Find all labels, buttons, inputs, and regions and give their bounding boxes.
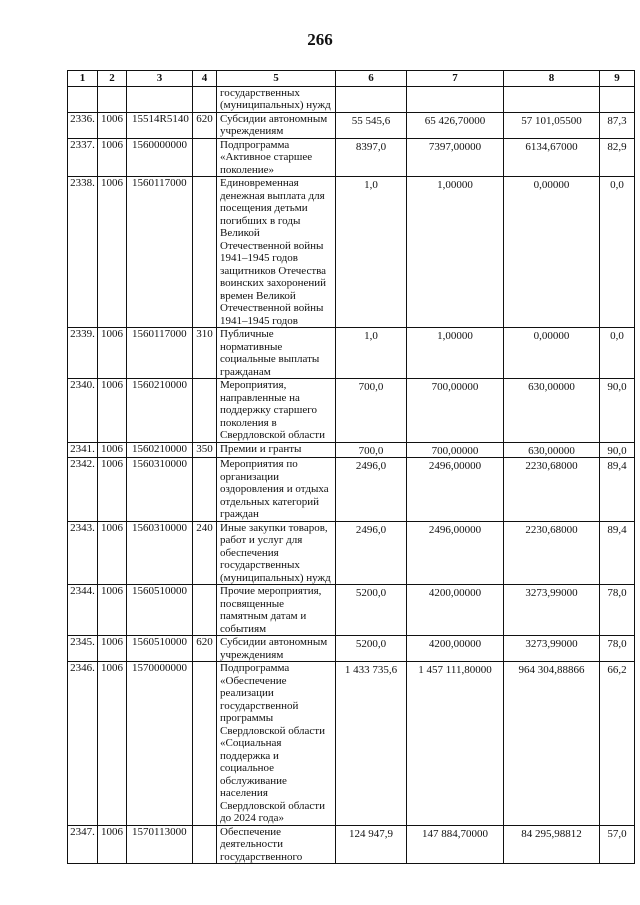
target-article-code: 1560510000	[127, 636, 193, 662]
table-row	[68, 585, 635, 636]
section-code: 1006	[98, 177, 127, 328]
approved-amount: 2496,0	[336, 458, 407, 522]
approved-amount: 2496,0	[336, 521, 407, 585]
execution-percent: 78,0	[600, 636, 635, 662]
table-row	[68, 379, 635, 443]
section-code: 1006	[98, 442, 127, 458]
section-code: 1006	[98, 825, 127, 864]
column-header: 1	[68, 71, 98, 87]
expense-type-code: 350	[193, 442, 217, 458]
header-row	[68, 71, 635, 87]
approved-amount: 700,0	[336, 379, 407, 443]
execution-percent: 66,2	[600, 662, 635, 826]
expense-type-code	[193, 585, 217, 636]
approved-amount: 700,0	[336, 442, 407, 458]
executed-amount: 630,00000	[504, 379, 600, 443]
section-code: 1006	[98, 379, 127, 443]
row-number: 2345.	[68, 636, 98, 662]
amended-amount: 1,00000	[407, 177, 504, 328]
budget-table	[67, 70, 635, 864]
target-article-code: 1560000000	[127, 138, 193, 177]
execution-percent	[600, 86, 635, 112]
amended-amount: 2496,00000	[407, 458, 504, 522]
execution-percent: 89,4	[600, 458, 635, 522]
execution-percent: 0,0	[600, 328, 635, 379]
amended-amount: 700,00000	[407, 442, 504, 458]
amended-amount: 4200,00000	[407, 636, 504, 662]
column-header: 7	[407, 71, 504, 87]
approved-amount: 1,0	[336, 177, 407, 328]
table-row	[68, 138, 635, 177]
executed-amount: 57 101,05500	[504, 112, 600, 138]
approved-amount: 5200,0	[336, 585, 407, 636]
execution-percent: 78,0	[600, 585, 635, 636]
table-row	[68, 328, 635, 379]
execution-percent: 57,0	[600, 825, 635, 864]
expense-type-code	[193, 458, 217, 522]
item-name: Публичные нормативные социальные выплаты гражданам	[217, 328, 336, 379]
item-name: Субсидии автономным учреждениям	[217, 112, 336, 138]
item-name: Иные закупки товаров, работ и услуг для обеспечения государственных (муниципальных) нужд	[217, 521, 336, 585]
target-article-code: 1570113000	[127, 825, 193, 864]
row-number: 2343.	[68, 521, 98, 585]
column-header: 6	[336, 71, 407, 87]
amended-amount: 147 884,70000	[407, 825, 504, 864]
executed-amount: 6134,67000	[504, 138, 600, 177]
column-header: 5	[217, 71, 336, 87]
item-name: Единовременная денежная выплата для посещения детьми погибших в годы Великой Отечественной войны 1941–1945 годов защитников Отечества воинских захоронений времен Великой Отечественной войны 1941–1945 годов	[217, 177, 336, 328]
row-number: 2339.	[68, 328, 98, 379]
row-number: 2337.	[68, 138, 98, 177]
expense-type-code	[193, 86, 217, 112]
executed-amount: 2230,68000	[504, 521, 600, 585]
approved-amount: 55 545,6	[336, 112, 407, 138]
target-article-code: 1570000000	[127, 662, 193, 826]
execution-percent: 87,3	[600, 112, 635, 138]
execution-percent: 0,0	[600, 177, 635, 328]
row-number: 2344.	[68, 585, 98, 636]
expense-type-code	[193, 379, 217, 443]
approved-amount: 124 947,9	[336, 825, 407, 864]
section-code: 1006	[98, 138, 127, 177]
amended-amount: 1 457 111,80000	[407, 662, 504, 826]
column-header: 9	[600, 71, 635, 87]
amended-amount	[407, 86, 504, 112]
row-number: 2336.	[68, 112, 98, 138]
approved-amount: 1 433 735,6	[336, 662, 407, 826]
target-article-code: 1560310000	[127, 458, 193, 522]
executed-amount: 0,00000	[504, 328, 600, 379]
section-code: 1006	[98, 328, 127, 379]
amended-amount: 2496,00000	[407, 521, 504, 585]
expense-type-code	[193, 177, 217, 328]
item-name: Подпрограмма «Обеспечение реализации государственной программы Свердловской области «Социальная поддержка и социальное обслуживание населения Свердловской области до 2024 года»	[217, 662, 336, 826]
executed-amount	[504, 86, 600, 112]
approved-amount: 5200,0	[336, 636, 407, 662]
amended-amount: 7397,00000	[407, 138, 504, 177]
section-code: 1006	[98, 521, 127, 585]
table-row	[68, 825, 635, 864]
executed-amount: 84 295,98812	[504, 825, 600, 864]
column-header: 8	[504, 71, 600, 87]
executed-amount: 0,00000	[504, 177, 600, 328]
item-name: Мероприятия по организации оздоровления и отдыха отдельных категорий граждан	[217, 458, 336, 522]
item-name: Мероприятия, направленные на поддержку старшего поколения в Свердловской области	[217, 379, 336, 443]
expense-type-code	[193, 825, 217, 864]
executed-amount: 3273,99000	[504, 636, 600, 662]
row-number: 2342.	[68, 458, 98, 522]
table-row	[68, 177, 635, 328]
item-name: Обеспечение деятельности государственного	[217, 825, 336, 864]
executed-amount: 2230,68000	[504, 458, 600, 522]
execution-percent: 90,0	[600, 379, 635, 443]
column-header: 3	[127, 71, 193, 87]
table-row	[68, 86, 635, 112]
expense-type-code: 620	[193, 636, 217, 662]
target-article-code: 1560210000	[127, 442, 193, 458]
execution-percent: 82,9	[600, 138, 635, 177]
table-row	[68, 112, 635, 138]
approved-amount: 1,0	[336, 328, 407, 379]
target-article-code: 1560510000	[127, 585, 193, 636]
amended-amount: 700,00000	[407, 379, 504, 443]
target-article-code: 15514R5140	[127, 112, 193, 138]
amended-amount: 4200,00000	[407, 585, 504, 636]
target-article-code: 1560310000	[127, 521, 193, 585]
target-article-code: 1560117000	[127, 328, 193, 379]
expense-type-code: 240	[193, 521, 217, 585]
target-article-code: 1560117000	[127, 177, 193, 328]
item-name: Субсидии автономным учреждениям	[217, 636, 336, 662]
amended-amount: 65 426,70000	[407, 112, 504, 138]
execution-percent: 89,4	[600, 521, 635, 585]
table-row	[68, 521, 635, 585]
approved-amount: 8397,0	[336, 138, 407, 177]
target-article-code: 1560210000	[127, 379, 193, 443]
executed-amount: 964 304,88866	[504, 662, 600, 826]
row-number: 2340.	[68, 379, 98, 443]
column-header: 2	[98, 71, 127, 87]
table-row	[68, 442, 635, 458]
item-name: Премии и гранты	[217, 442, 336, 458]
row-number	[68, 86, 98, 112]
execution-percent: 90,0	[600, 442, 635, 458]
expense-type-code: 620	[193, 112, 217, 138]
section-code: 1006	[98, 112, 127, 138]
table-body	[68, 86, 635, 864]
section-code: 1006	[98, 458, 127, 522]
executed-amount: 630,00000	[504, 442, 600, 458]
table-row	[68, 458, 635, 522]
executed-amount: 3273,99000	[504, 585, 600, 636]
section-code: 1006	[98, 585, 127, 636]
expense-type-code	[193, 138, 217, 177]
target-article-code	[127, 86, 193, 112]
amended-amount: 1,00000	[407, 328, 504, 379]
section-code	[98, 86, 127, 112]
item-name: Прочие мероприятия, посвященные памятным датам и событиям	[217, 585, 336, 636]
column-header: 4	[193, 71, 217, 87]
table-row	[68, 636, 635, 662]
row-number: 2346.	[68, 662, 98, 826]
section-code: 1006	[98, 662, 127, 826]
item-name: государственных (муниципальных) нужд	[217, 86, 336, 112]
section-code: 1006	[98, 636, 127, 662]
page-number: 266	[307, 30, 333, 49]
table-row	[68, 662, 635, 826]
row-number: 2338.	[68, 177, 98, 328]
expense-type-code	[193, 662, 217, 826]
row-number: 2341.	[68, 442, 98, 458]
item-name: Подпрограмма «Активное старшее поколение»	[217, 138, 336, 177]
expense-type-code: 310	[193, 328, 217, 379]
row-number: 2347.	[68, 825, 98, 864]
approved-amount	[336, 86, 407, 112]
